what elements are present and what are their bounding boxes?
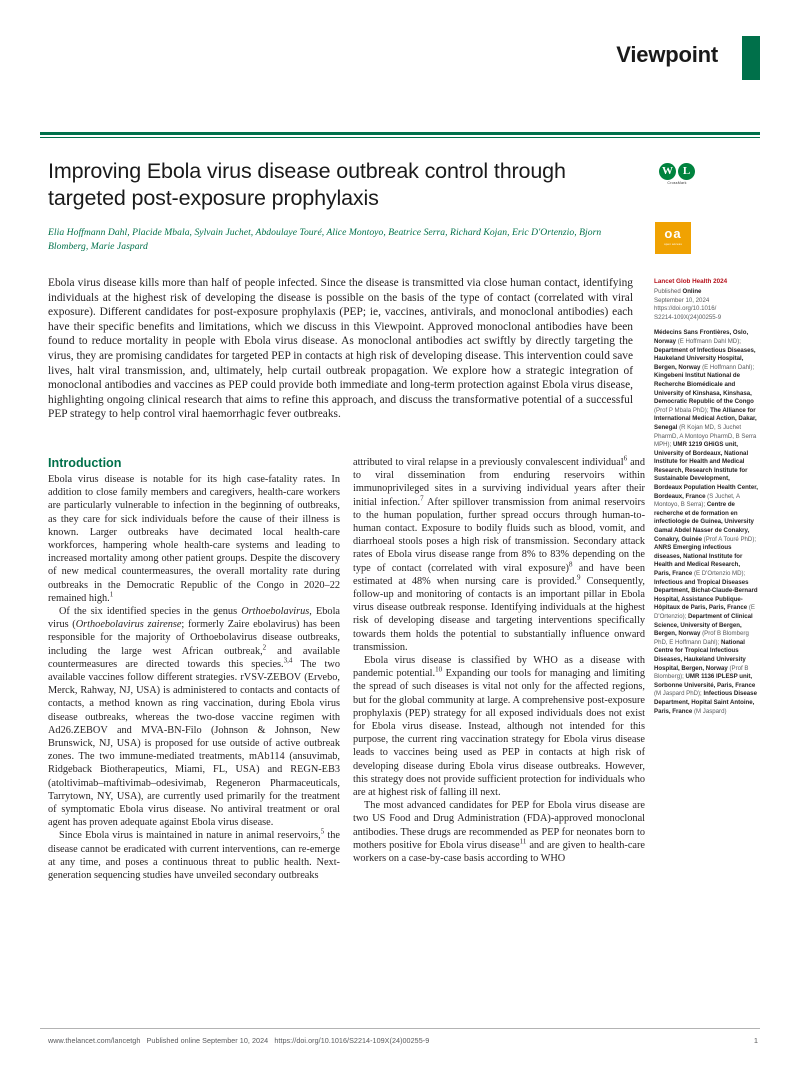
footer-published: Published online September 10, 2024 (146, 1036, 269, 1045)
abstract-text: Ebola virus disease kills more than half of people infected. Since the disease is transmitted via close human contact, identifying individuals at the highest risk of developing the disease is possible on the basis of the type of contact (correlated with viral exposure). Different candidates for post-exposure prophylaxis (PEP; ie, vaccines, antivirals, and monoclonal antibodies) each have their specific benefits and limitations, which we discuss in this Viewpoint. Approved monoclonal antibodies have been found to reduce mortality in people with Ebola virus disease. As monoclonal antibodies act swiftly by directly targeting the virus, they are promising candidates for targeted PEP in contacts at high risk of developing disease. This intervention could save lives, halt viral transmission, and, ultimately, help curtail outbreak propagation. We explore how a strategic integration of monoclonal antibodies and vaccines as PEP could provide both immediate and long-term protection against Ebola virus disease, highlighting ongoing clinical research that aims to refine this approach, and discuss the transformative potential of a successful PEP strategy to help control viral haemorrhagic fever outbreaks. (48, 277, 633, 421)
crossmark-badge[interactable] (655, 163, 699, 185)
affiliation-institution: UMR 1136 IPLESP unit, Sorbonne Université, Paris, France (654, 673, 756, 689)
section-label: Viewpoint (616, 42, 718, 67)
paragraph (353, 799, 645, 865)
affiliation-institution: Médecins Sans Frontières, Oslo, Norway (654, 329, 749, 345)
affiliation-authors: (Prof B Blomberg PhD, E Hoffmann Dahl); (654, 630, 749, 646)
body-column-left (48, 456, 340, 882)
reference-marker[interactable]: 10 (435, 665, 443, 674)
paragraph-text: Since Ebola virus is maintained in nature in animal reservoirs, (59, 830, 321, 842)
journal-citation: Lancet Glob Health 2024 (654, 278, 728, 285)
paragraph-text: Of the six identified species in the genus (59, 606, 242, 618)
paragraph (48, 829, 340, 882)
affiliation-institution: The Alliance for International Medical Action, Dakar, Senegal (654, 406, 757, 431)
affiliation-authors: (Prof A Touré PhD); (703, 535, 757, 543)
reference-marker[interactable]: 6 (623, 454, 628, 463)
paragraph (353, 654, 645, 799)
crossmark-icon (655, 163, 699, 180)
species-name: Orthoebolavirus zairense (75, 619, 182, 631)
reference-marker[interactable]: 2 (262, 643, 267, 652)
paragraph-text: The most advanced candidates for PEP for Ebola virus disease are two US Food and Drug Administration (FDA)-approved monoclonal antibodies. These drugs are recommended as PEP for neonates born to mothers positive for Ebola virus disease (353, 800, 645, 851)
paragraph-text: and have been estimated at 48% when nursing care is provided. (353, 562, 645, 587)
paragraph-text: The two available vaccines follow different strategies. rVSV-ZEBOV (Ervebo, Merck, Rahway, NJ, USA) is administered to contacts and contacts of contacts, a method known as ring vaccination, during Ebola virus disease outbreaks, whereas the two-dose vaccine regimen with Ad26.ZEBOV and MVA-BN-Filo (Johnson & Johnson, New Brunswick, NJ, USA) is proposed for use outside of active outbreak zones. The two immune-mediated treatments, mAb114 (ansuvimab, Ridgeback Biotherapeutics, Miami, FL, USA) and REGN-EB3 (atoltivimab–maftivimab–odesivimab, Regeneron Pharmaceuticals, Tarrytown, NY, USA), are currently used primarily for the treatment of symptomatic Ebola virus disease. No antiviral treatment or oral agent has proven adequate against Ebola virus disease. (48, 658, 340, 829)
affiliation-institution: UMR 1219 GHiGS unit, University of Bordeaux, National Institute for Health and Medical Research, Research Institute for Sustainable Development, Bordeaux Population Health Center, Bordeaux, France (654, 441, 758, 500)
paragraph (48, 605, 340, 829)
section-heading-introduction: Introduction (48, 456, 122, 470)
affiliation-authors: (E Hoffmann Dahl); (702, 363, 755, 371)
paragraph-text: Expanding our tools for managing and limiting the spread of such diseases is vital not only for the affected regions, but for the global community at large. A comprehensive post-exposure prophylaxis (PEP) strategy for all exposed individuals does not exist for Ebola virus disease. Instead, although not intended for this purpose, the current ring vaccination strategy for Ebola virus disease leads to vaccines being used as PEP in contacts at high risk of developing disease during Ebola virus disease outbreaks. However, this strategy does not provide sufficient protection for individuals who are at highest risk of falling ill next. (353, 668, 645, 799)
doi-line-2[interactable]: S2214-109X(24)00255-9 (654, 313, 722, 321)
paragraph (48, 473, 340, 605)
affiliation-authors: (E D'Ortenzio); (654, 604, 755, 620)
affiliations-list (654, 329, 758, 716)
paragraph (353, 456, 645, 654)
affiliation-institution: Kingebeni Institut National de Recherche Biomédicale and University of Kinshasa, Kinshasa, Democratic Republic of the Congo (654, 372, 754, 406)
doi-line-1[interactable]: https://doi.org/10.1016/ (654, 305, 717, 313)
reference-marker[interactable]: 8 (568, 560, 573, 569)
footer-rule (40, 1028, 760, 1029)
affiliation-authors: (Prof P Mbala PhD); (654, 406, 711, 414)
footer-doi[interactable]: https://doi.org/10.1016/S2214-109X(24)00255-9 (274, 1036, 430, 1045)
affiliation-institution: Infectious Disease Department, Hopital Saint Antoine, Paris, France (654, 690, 757, 715)
paragraph-text: Ebola virus disease is classified by WHO as a disease with pandemic potential. (353, 655, 645, 680)
reference-marker[interactable]: 3,4 (283, 656, 293, 665)
affiliation-authors: (Prof B Blomberg); (654, 664, 749, 681)
open-access-label: open access (664, 242, 682, 246)
paragraph-text: ; formerly Zaire ebolavirus) has been responsible for the majority of Orthoebolavirus disease outbreaks, including the large west African outbreak, (48, 619, 340, 657)
paragraph-text: Consequently, follow-up and monitoring of contacts is an important pillar in Ebola virus disease outbreak response. Identifying individuals at the highest risk of developing disease and targeting interventions specifically towards them holds the potential to substantially influence onward transmission. (353, 575, 645, 653)
crossmark-label: CrossMark (667, 181, 687, 185)
reference-marker[interactable]: 11 (519, 837, 527, 846)
page-title: Improving Ebola virus disease outbreak control through targeted post-exposure prophylaxis (48, 159, 566, 210)
affiliation-institution: Department of Infectious Diseases, Haukeland University Hospital, Bergen, Norway (654, 346, 756, 371)
paragraph-text: After spillover transmission from animal reservoirs to the human population, further spread occurs through human-to-human contact. Exposure to bodily fluids such as blood, vomit, and diarrhoeal stools poses a high risk of transmission. Secondary attack rates of Ebola virus disease range from 8% to 83% depending on the type of contact (correlated with viral exposure) (353, 496, 645, 574)
paragraph-text: and available countermeasures are directed towards this species. (48, 645, 340, 670)
paragraph-text: and are given to health-care workers on a case-by-case basis according to WHO (353, 839, 645, 865)
page-number: 1 (753, 1036, 758, 1045)
title-block (48, 158, 628, 253)
paragraph-text: attributed to viral relapse in a previously convalescent individual (353, 457, 624, 468)
header-color-tab (742, 36, 760, 80)
header-rule-thick (40, 132, 760, 135)
reference-marker[interactable]: 5 (320, 828, 325, 837)
page-header (40, 36, 760, 82)
header-rule-thin (40, 137, 760, 138)
affiliation-institution: ANRS Emerging infectious diseases, National Institute for Health and Medical Research, Paris, France (654, 544, 743, 577)
publication-info (654, 288, 758, 322)
affiliation-institution: Centre de recherche et de formation en infectiologie de Guinea, University Gamal Abdel Nasser de Conakry, Conakry, Guinée (654, 501, 754, 543)
footer-site-url[interactable]: www.thelancet.com/lancetgh (48, 1036, 141, 1045)
affiliation-authors: (M Jaspard PhD); (654, 690, 704, 698)
body-column-middle (353, 456, 645, 865)
reference-marker[interactable]: 1 (109, 590, 114, 599)
paragraph-text: the disease cannot be eradicated with current interventions, can re-emerge at any time, and poses a continuous threat to public health. Next-generation sequencing studies have unveiled secondary outbreaks (48, 830, 341, 882)
affiliation-authors: (E Hoffmann Dahl MD); (677, 337, 741, 345)
open-access-badge[interactable] (655, 222, 691, 254)
paragraph-text: and to viral dissemination from enduring reservoirs within immunoprivileged sites in a surviving individual years after their initial infection. (353, 457, 645, 508)
affiliation-authors: (E D'Ortenzio MD); (693, 570, 746, 577)
crossmark-circle-right: L (678, 163, 695, 180)
affiliation-authors: (M Jaspard) (693, 707, 727, 715)
paragraph-text: , Ebola virus ( (48, 606, 341, 631)
affiliation-institution: National Centre for Tropical Infectious Diseases, Haukeland University Hospital, Bergen, Norway (654, 638, 746, 672)
reference-marker[interactable]: 7 (420, 494, 424, 503)
affiliation-institution: Department of Clinical Science, University of Bergen, Bergen, Norway (654, 612, 753, 638)
affiliation-authors: (R Kojan MD, S Juchet PharmD, A Montoyo PharmD, B Serra MPH); (654, 423, 757, 449)
species-name: Orthoebolavirus (241, 606, 310, 618)
paragraph-text: Ebola virus disease is notable for its high case-fatality rates. In addition to close family members and caregivers, health-care workers are particularly vulnerable to infection in the beginning of outbreaks, as they care for sick individuals before the cause of their illness is known. Larger outbreaks have decimated local health-care workforces, hampering whole health-care systems and leading to increased mortality among other patient groups. Despite the discovery of new medical countermeasures, the overall mortality rate during outbreaks in the Democratic Republic of the Congo in 2020–22 remained high. (48, 474, 340, 604)
published-prefix: Published (654, 288, 683, 295)
reference-marker[interactable]: 9 (576, 573, 581, 582)
author-list: Elia Hoffmann Dahl, Placide Mbala, Sylvain Juchet, Abdoulaye Touré, Alice Montoyo, Beatrice Serra, Richard Kojan, Eric D'Ortenzio, Bjorn Blomberg, Marie Jaspard (48, 227, 602, 252)
page-footer (48, 1036, 429, 1045)
open-access-abbr: oa (664, 226, 682, 241)
published-date: September 10, 2024 (654, 296, 710, 304)
published-online: Online (682, 288, 702, 295)
metadata-sidebar (654, 277, 758, 716)
affiliation-authors: (S Juchet, A Montoyo, B Serra); (654, 492, 740, 509)
crossmark-circle-left: W (659, 163, 676, 180)
affiliation-institution: Infectious and Tropical Diseases Department, Bichat-Claude-Bernard Hospital, Assistance Publique-Hôpitaux de Paris, Paris, France (654, 578, 758, 612)
